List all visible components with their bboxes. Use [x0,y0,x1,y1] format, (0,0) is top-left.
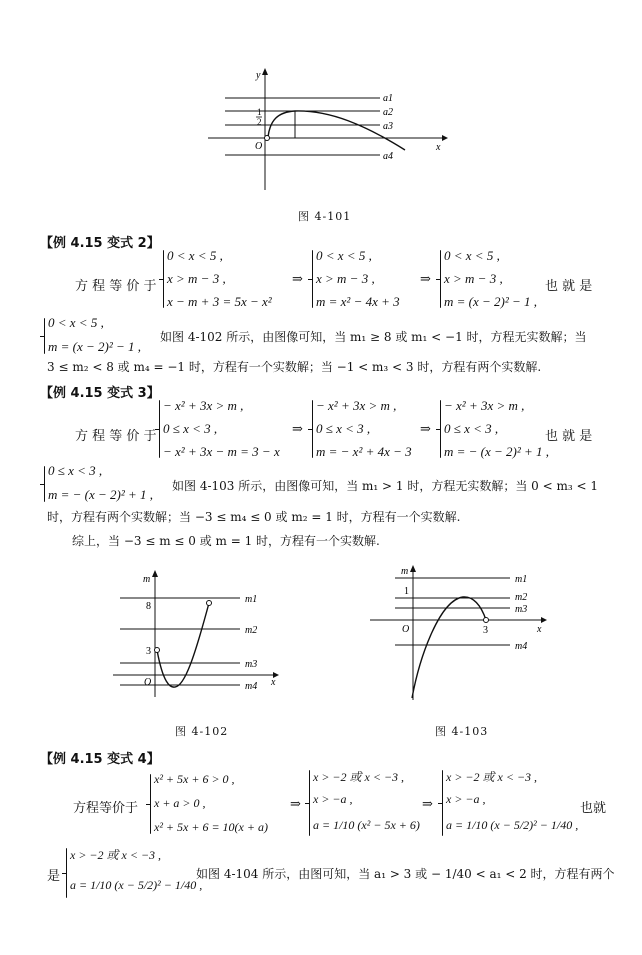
system-brace [66,848,67,898]
label-a2: a2 [383,107,393,118]
system-line: x² + 5x + 6 > 0 , [154,772,235,786]
figure-caption-4-102: 图 4-102 [175,725,229,738]
system-line: x² + 5x + 6 = 10(x + a) [154,820,268,834]
label-m1: m1 [245,594,258,605]
paragraph-text: 如图 4-104 所示，由图可知，当 a₁ > 3 或 − 1/40 < a₁ < 2 时，方程有两个 [196,867,615,881]
x-axis-arrow-icon [541,617,547,623]
y-axis-label: m [143,574,151,585]
label-m4: m4 [245,681,258,692]
figure-4-103 [365,560,555,705]
system-line: x + a > 0 , [154,796,206,810]
system-line: x > −2 或 x < −3 , [313,770,405,784]
paragraph-text: 3 ≤ m₂ < 8 或 m₄ = −1 时，方程有一个实数解；当 −1 < m₃ < 3 时，方程有两个实数解. [47,360,542,374]
system-line: m = − (x − 2)² + 1 , [444,444,550,459]
label-a1: a1 [383,93,393,104]
paragraph-text: 如图 4-102 所示，由图像可知，当 m₁ ≥ 8 或 m₁ < −1 时，方程无实数解；当 [160,330,587,344]
system-line: m = − (x − 2)² + 1 , [48,487,154,502]
system-line: x > m − 3 , [167,271,226,286]
figure-4-101 [200,65,450,195]
label-a3: a3 [383,121,393,132]
system-line: a = 1/10 (x² − 5x + 6) [313,818,420,832]
figure-caption-4-101: 图 4-101 [298,210,352,223]
tick-label-8: 8 [146,601,151,612]
system-line: 0 ≤ x < 3 , [48,463,103,478]
system-line: x > −2 或 x < −3 , [446,770,538,784]
open-point-icon [207,601,212,606]
system-line: m = (x − 2)² − 1 , [48,339,142,354]
system-brace [442,770,443,836]
origin-label: O [144,677,152,688]
tick-label-1: 1 [404,586,409,597]
implies-arrow-icon: ⇒ [290,797,301,812]
implies-arrow-icon: ⇒ [422,797,433,812]
system-line: x − m + 3 = 5x − x² [167,294,272,309]
x-axis-arrow-icon [442,135,448,141]
label-m2: m2 [245,625,258,636]
implies-arrow-icon: ⇒ [420,272,431,287]
equivalence-intro: 方 程 等 价 于 [75,279,157,294]
system-line: 0 < x < 5 , [167,248,223,263]
system-line: x > m − 3 , [444,271,503,286]
system-brace [150,774,151,834]
system-brace [159,400,160,458]
equivalence-intro: 方 程 等 价 于 [75,429,157,444]
system-line: 0 < x < 5 , [316,248,372,263]
y-axis-arrow-icon [262,68,268,75]
label-m4: m4 [515,641,528,652]
open-point-icon [484,618,489,623]
implies-arrow-icon: ⇒ [292,272,303,287]
parabola [412,597,486,698]
system-line: − x² + 3x > m , [163,398,244,413]
tick-label-3: 3 [146,646,151,657]
label-m1: m1 [515,574,528,585]
that-is-text: 也就 [580,801,607,816]
tick-label-half: 2 [257,117,262,127]
that-is-text: 也 就 是 [545,279,593,294]
system-brace [312,250,313,308]
equivalence-intro: 方程等价于 [73,801,139,816]
system-line: m = − x² + 4x − 3 [316,444,412,459]
system-line: − x² + 3x − m = 3 − x [163,444,280,459]
origin-label: O [255,141,263,152]
system-brace [44,318,45,354]
system-line: x > −a , [313,792,353,806]
tick-label-1: 1 [257,107,262,117]
paragraph-text: 时，方程有两个实数解；当 −3 ≤ m₄ ≤ 0 或 m₂ = 1 时，方程有一个实数解. [47,510,461,524]
paragraph-text: 如图 4-103 所示，由图像可知，当 m₁ > 1 时，方程无实数解；当 0 < m₃ < 1 [172,479,599,493]
implies-arrow-icon: ⇒ [420,422,431,437]
system-line: x > −a , [446,792,486,806]
that-is-text: 也 就 是 [545,429,593,444]
y-axis-arrow-icon [410,565,416,572]
x-axis-label: x [436,142,441,153]
system-brace [44,466,45,502]
system-brace [309,770,310,836]
origin-label: O [402,624,410,635]
system-brace [163,250,164,308]
implies-arrow-icon: ⇒ [292,422,303,437]
system-line: x > m − 3 , [316,271,375,286]
system-line: 0 < x < 5 , [48,315,104,330]
system-line: 0 ≤ x < 3 , [163,421,218,436]
system-line: a = 1/10 (x − 5/2)² − 1/40 , [446,818,579,832]
system-line: x > −2 或 x < −3 , [70,848,162,862]
system-line: − x² + 3x > m , [444,398,525,413]
open-point-icon [155,648,160,653]
system-line: − x² + 3x > m , [316,398,397,413]
system-line: m = (x − 2)² − 1 , [444,294,538,309]
x-axis-label: x [271,677,276,688]
figure-caption-4-103: 图 4-103 [435,725,489,738]
x-axis-label: x [537,624,542,635]
parabola [157,603,209,687]
open-point-icon [265,136,270,141]
y-axis-label: y [256,70,261,81]
system-line: 0 ≤ x < 3 , [444,421,499,436]
system-line: 0 < x < 5 , [444,248,500,263]
label-a4: a4 [383,151,393,162]
system-line: m = x² − 4x + 3 [316,294,400,309]
example-heading-variant-4: 【例 4.15 变式 4】 [40,752,160,767]
example-heading-variant-3: 【例 4.15 变式 3】 [40,386,160,401]
tick-label-3: 3 [483,625,488,636]
label-m2: m2 [515,592,528,603]
label-m3: m3 [245,659,258,670]
that-is-text: 是 [47,869,61,884]
system-line: 0 ≤ x < 3 , [316,421,371,436]
label-m3: m3 [515,604,528,615]
summary-text: 综上，当 −3 ≤ m ≤ 0 或 m = 1 时，方程有一个实数解. [72,534,380,548]
system-brace [312,400,313,458]
example-heading-variant-2: 【例 4.15 变式 2】 [40,236,160,251]
y-axis-arrow-icon [152,570,158,577]
y-axis-label: m [401,566,409,577]
system-brace [440,250,441,308]
system-brace [440,400,441,458]
figure-4-102 [105,565,285,705]
system-line: a = 1/10 (x − 5/2)² − 1/40 , [70,878,203,892]
